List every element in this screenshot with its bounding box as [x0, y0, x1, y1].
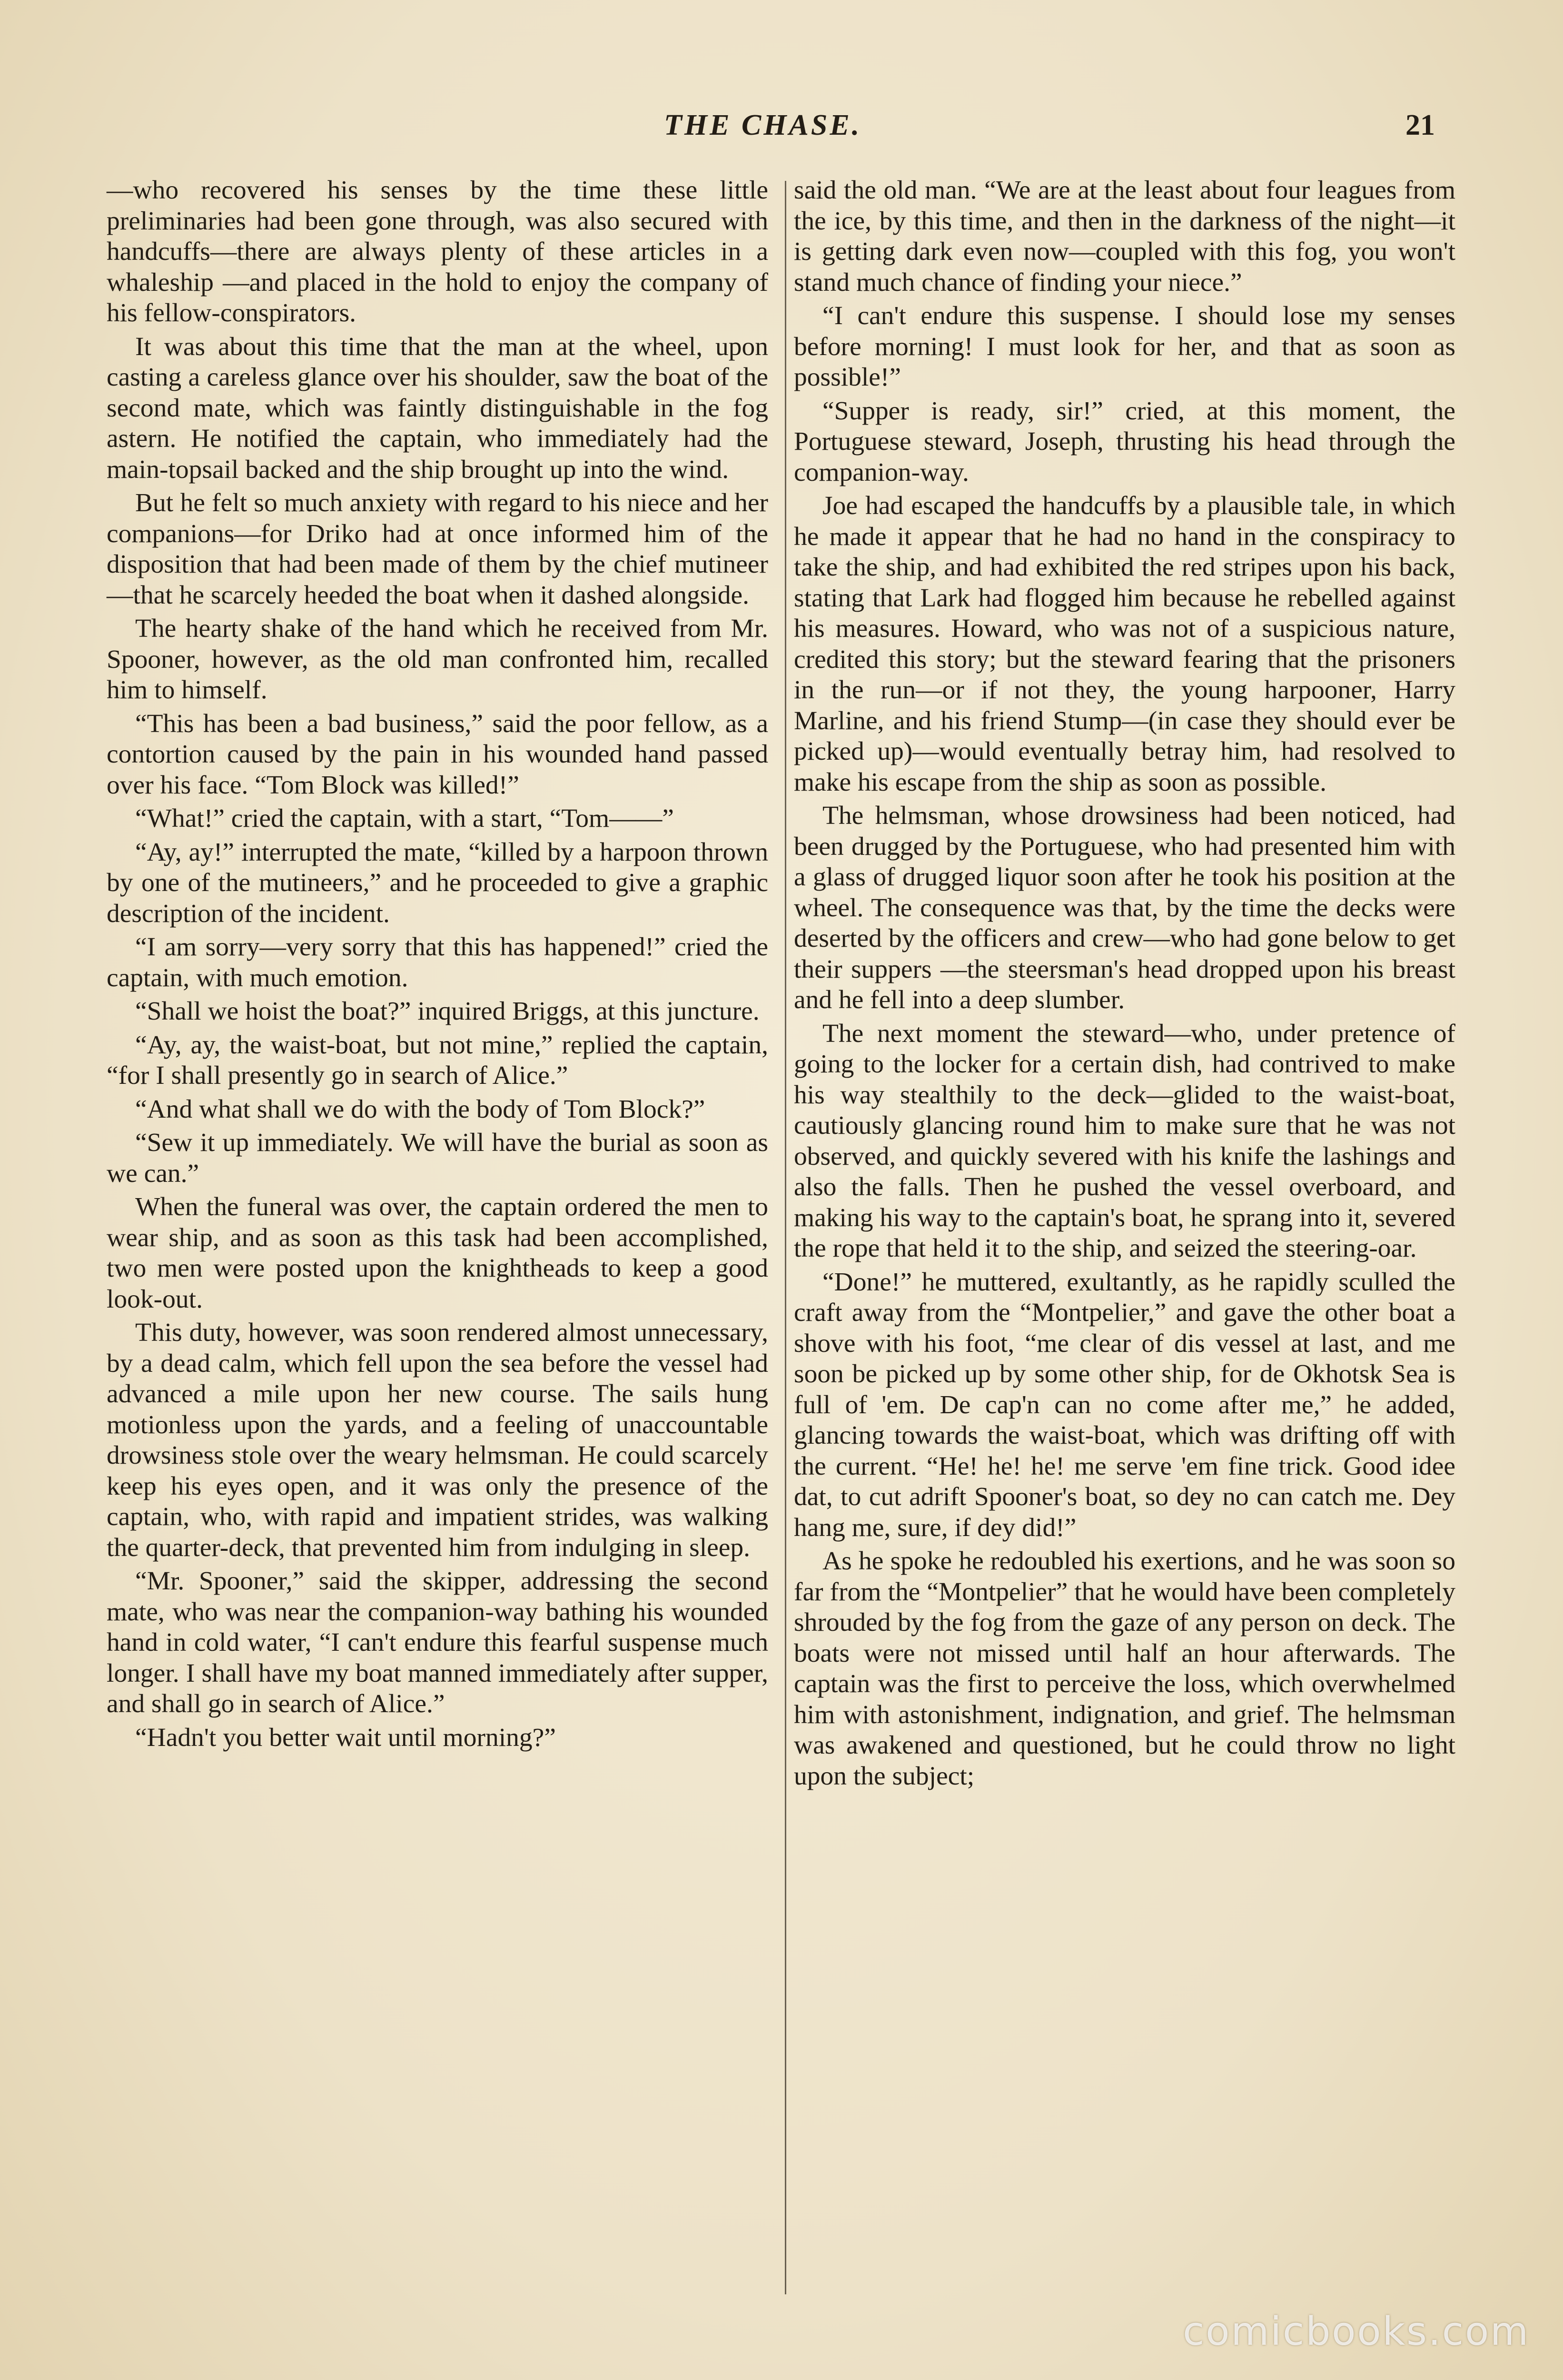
paragraph: As he spoke he redoubled his exertions, and he was soon so far from the “Montpelier” that he would have been completely shrouded by the fog from the gaze of any person on deck. The boats were not missed until half an hour afterwards. The captain was the first to perceive the loss, which overwhelmed him with astonishment, indignation, and grief. The helmsman was awakened and questioned, but he could throw no light upon the subject;: [794, 1547, 1455, 1791]
paragraph: “Sew it up immediately. We will have the burial as soon as we can.”: [107, 1128, 768, 1188]
paragraph: The next moment the steward—who, under pretence of going to the locker for a certain dish, had contrived to make his way stealthily to the deck—glided to the waist-boat, cautiously glancing round him to make sure that he was not observed, and quickly severed with his knife the lashings and also the falls. Then he pushed the vessel overboard, and making his way to the captain's boat, he sprang into it, severed the rope that held it to the ship, and seized the steering-oar.: [794, 1019, 1455, 1263]
column-divider: [785, 181, 786, 2294]
paragraph: “Hadn't you better wait until morning?”: [135, 1723, 556, 1752]
paragraph: “Done!” he muttered, exultantly, as he rapidly sculled the craft away from the “Montpelier,” and gave the other boat a shove with his foot, “me clear of dis vessel at last, and me soon be picked up by some other ship, for de Okhotsk Sea is full of 'em. De cap'n can no come after me,” he added, glancing towards the waist-boat, which was drifting off with the current. “He! he! he! me serve 'em fine trick. Good idee dat, to cut adrift Spooner's boat, so dey no can catch me. Dey hang me, sure, if dey did!”: [794, 1267, 1455, 1542]
running-title: THE CHASE.: [664, 109, 862, 141]
paragraph: said the old man. “We are at the least about four leagues from the ice, by this time, and then in the darkness of the night—it is getting dark even now—coupled with this fog, you won't stand much chance of finding your niece.”: [794, 176, 1455, 297]
paragraph: “Mr. Spooner,” said the skipper, addressing the second mate, who was near the companion-way bathing his wounded hand in cold water, “I can't endure this fearful suspense much longer. I shall have my boat manned immediately after supper, and shall go in search of Alice.”: [107, 1567, 768, 1718]
paragraph: “I am sorry—very sorry that this has happened!” cried the captain, with much emotion.: [107, 932, 768, 992]
paragraph: The hearty shake of the hand which he received from Mr. Spooner, however, as the old man confronted him, recalled him to himself.: [107, 614, 768, 704]
paragraph: “And what shall we do with the body of Tom Block?”: [135, 1094, 705, 1124]
paragraph: When the funeral was over, the captain ordered the men to wear ship, and as soon as this task had been accomplished, two men were posted upon the knightheads to keep a good look-out.: [107, 1192, 768, 1314]
left-column: [107, 175, 768, 1756]
paragraph: “What!” cried the captain, with a start, “Tom——”: [135, 804, 674, 833]
paragraph: “This has been a bad business,” said the poor fellow, as a contortion caused by the pain in his wounded hand passed over his face. “Tom Block was killed!”: [107, 709, 768, 800]
paragraph: This duty, however, was soon rendered almost unnecessary, by a dead calm, which fell upon the sea before the vessel had advanced a mile upon her new course. The sails hung motionless upon the yards, and a feeling of unaccountable drowsiness stole over the weary helmsman. He could scarcely keep his eyes open, and it was only the presence of the captain, who, with rapid and impatient strides, was walking the quarter-deck, that prevented him from indulging in sleep.: [107, 1318, 768, 1562]
paragraph: “Ay, ay!” interrupted the mate, “killed by a harpoon thrown by one of the mutineers,” and he proceeded to give a graphic description of the incident.: [107, 837, 768, 928]
paragraph: “Shall we hoist the boat?” inquired Briggs, at this juncture.: [135, 997, 760, 1026]
paragraph: “Ay, ay, the waist-boat, but not mine,” replied the captain, “for I shall presently go in search of Alice.”: [107, 1030, 768, 1090]
watermark: comicbooks.com: [1183, 2309, 1530, 2354]
paragraph: The helmsman, whose drowsiness had been noticed, had been drugged by the Portuguese, who had presented him with a glass of drugged liquor soon after he took his position at the wheel. The consequence was that, by the time the decks were deserted by the officers and crew—who had gone below to get their suppers —the steersman's head dropped upon his breast and he fell into a deep slumber.: [794, 801, 1455, 1014]
paragraph: “I can't endure this suspense. I should lose my senses before morning! I must look for her, and that as soon as possible!”: [794, 301, 1455, 392]
page-number: 21: [1405, 109, 1435, 141]
page-header: [664, 109, 1435, 151]
paragraph: It was about this time that the man at the wheel, upon casting a careless glance over his shoulder, saw the boat of the second mate, which was faintly distinguishable in the fog astern. He notified the captain, who immediately had the main-topsail backed and the ship brought up into the wind.: [107, 332, 768, 484]
paragraph: —who recovered his senses by the time these little preliminaries had been gone through, was also secured with handcuffs—there are always plenty of these articles in a whaleship —and placed in the hold to enjoy the company of his fellow-conspirators.: [107, 176, 768, 327]
right-column: [794, 175, 1455, 1795]
paragraph: Joe had escaped the handcuffs by a plausible tale, in which he made it appear that he had no hand in the conspiracy to take the ship, and had exhibited the red stripes upon his back, stating that Lark had flogged him because he rebelled against his measures. Howard, who was not of a suspicious nature, credited this story; but the steward fearing that the prisoners in the run—or if not they, the young harpooner, Harry Marline, and his friend Stump—(in case they should ever be picked up)—would eventually betray him, had resolved to make his escape from the ship as soon as possible.: [794, 491, 1455, 797]
paragraph: But he felt so much anxiety with regard to his niece and her companions—for Driko had at once informed him of the disposition that had been made of them by the chief mutineer —that he scarcely heeded the boat when it dashed alongside.: [107, 488, 768, 610]
paragraph: “Supper is ready, sir!” cried, at this moment, the Portuguese steward, Joseph, thrusting his head through the companion-way.: [794, 396, 1455, 487]
